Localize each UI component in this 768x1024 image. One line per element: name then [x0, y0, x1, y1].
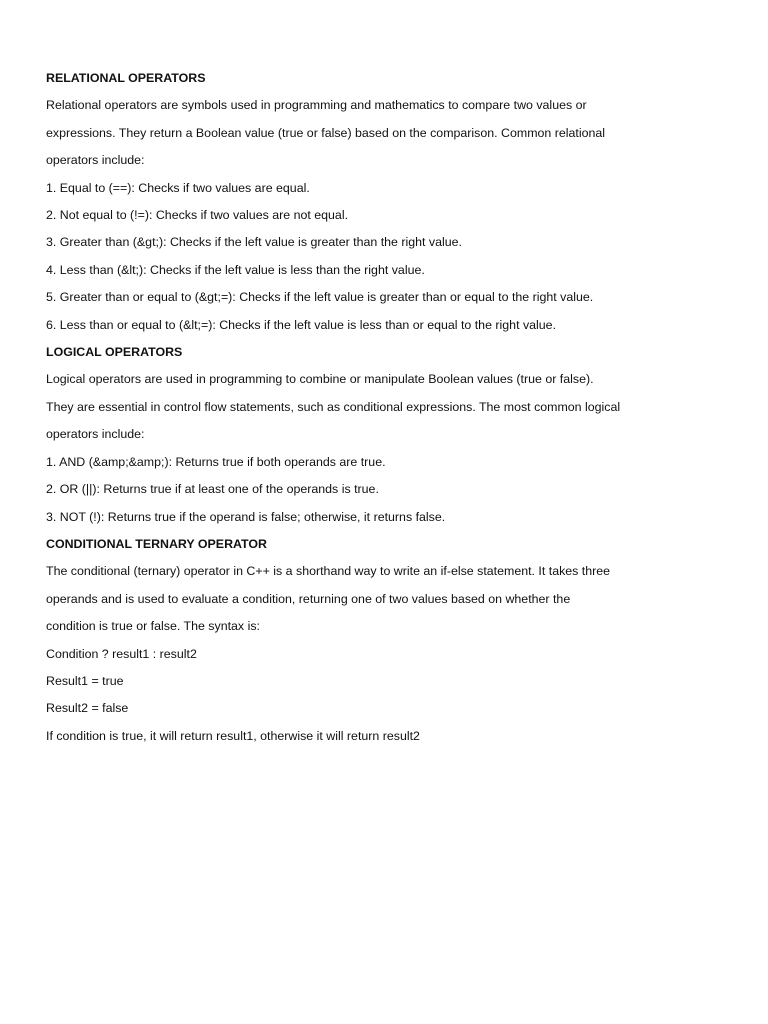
document-page	[46, 65, 736, 750]
body-text-line: Relational operators are symbols used in programming and mathematics to compare two values or	[46, 98, 587, 113]
body-text-line: condition is true or false. The syntax is:	[46, 619, 260, 634]
list-item: 1. AND (&amp;&amp;): Returns true if both operands are true.	[46, 454, 386, 469]
body-text-line: Logical operators are used in programming to combine or manipulate Boolean values (true or false).	[46, 372, 594, 387]
list-item: 2. OR (||): Returns true if at least one of the operands is true.	[46, 482, 379, 497]
body-text-line: The conditional (ternary) operator in C++ is a shorthand way to write an if-else statement. It takes three	[46, 564, 611, 579]
section-logical-operators	[46, 339, 736, 531]
list-item: 5. Greater than or equal to (&gt;=): Checks if the left value is greater than or equal to the right value.	[46, 290, 594, 305]
section-heading: CONDITIONAL TERNARY OPERATOR	[46, 536, 267, 551]
syntax-line: Result1 = true	[46, 673, 124, 688]
section-heading: RELATIONAL OPERATORS	[46, 71, 206, 85]
body-text-line: operands and is used to evaluate a condition, returning one of two values based on whether the	[46, 591, 571, 606]
syntax-line: Result2 = false	[46, 701, 129, 716]
list-item: 6. Less than or equal to (&lt;=): Checks if the left value is less than or equal to the right value.	[46, 317, 557, 332]
body-text-line: expressions. They return a Boolean value (true or false) based on the comparison. Common relational	[46, 125, 606, 140]
list-item: 3. NOT (!): Returns true if the operand is false; otherwise, it returns false.	[46, 509, 446, 524]
section-heading: LOGICAL OPERATORS	[46, 345, 183, 360]
list-item: 4. Less than (&lt;): Checks if the left value is less than the right value.	[46, 262, 425, 277]
section-conditional-ternary-operator	[46, 531, 736, 750]
syntax-line: Condition ? result1 : result2	[46, 646, 197, 661]
list-item: 3. Greater than (&gt;): Checks if the left value is greater than the right value.	[46, 235, 462, 250]
section-relational-operators	[46, 65, 736, 339]
list-item: 1. Equal to (==): Checks if two values are equal.	[46, 180, 310, 195]
list-item: 2. Not equal to (!=): Checks if two values are not equal.	[46, 208, 349, 223]
body-text-line: operators include:	[46, 153, 145, 168]
body-text-line: They are essential in control flow statements, such as conditional expressions. The most common logical	[46, 399, 621, 414]
body-text-line: If condition is true, it will return result1, otherwise it will return result2	[46, 728, 420, 743]
body-text-line: operators include:	[46, 427, 145, 442]
